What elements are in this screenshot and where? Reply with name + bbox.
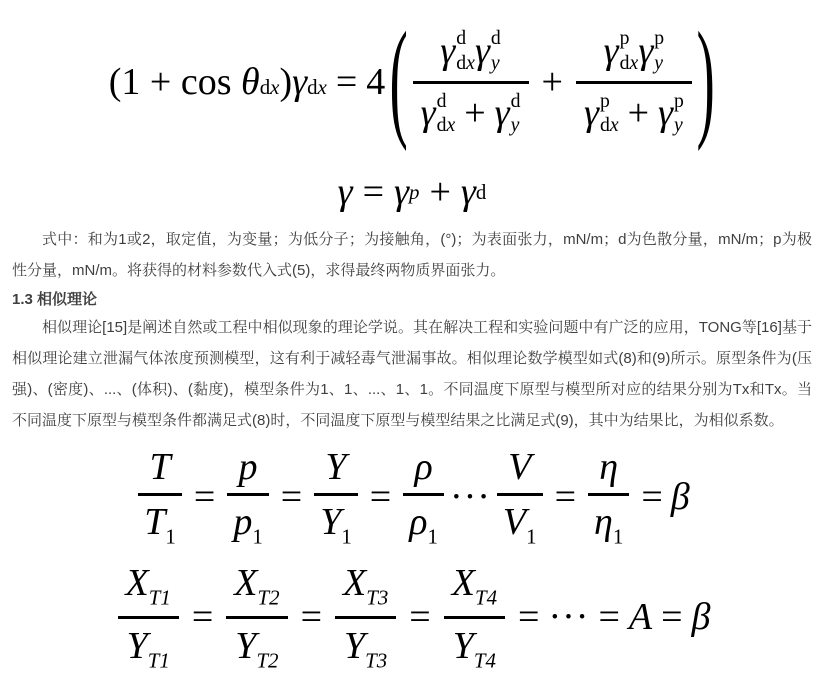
equals-sign: =: [191, 596, 214, 638]
paragraph-similarity-theory: 相似理论[15]是阐述自然或工程中相似现象的理论学说。其在解决工程和实验问题中有广泛的应用，TONG等[16]基于相似理论建立泄漏气体浓度预测模型，这有利于减轻毒气泄漏事故。相似理论数学模型如式(8)和(9)所示。原型条件为(压强)、(密度)、...、(体积)、(黏度)，模型条件为1、1、...、1、1。不同温度下原型与模型所对应的结果分别为Tx和Tx。当不同温度下原型与模型条件都满足式(8)时，不同温度下原型与模型结果之比满足式(9)，其中为结果比，为相似系数。: [12, 319, 812, 429]
equation-gamma-sum: [12, 162, 812, 222]
subscript-dx: dx: [619, 51, 639, 74]
fraction-T: $\frac{T}{T_1}$: [138, 445, 182, 549]
equals-sign: =: [300, 596, 322, 638]
denominator-subscript: 1: [526, 524, 537, 549]
fraction-dispersive: [413, 26, 529, 138]
subscript-T2: T2: [256, 647, 279, 672]
equation-1-lhs: [109, 60, 385, 104]
theta-symbol: θ: [241, 61, 260, 103]
superscript-d: d: [475, 179, 487, 204]
subscript-dx: dx: [599, 114, 619, 137]
gamma-subscript: dx: [307, 75, 327, 99]
ellipsis-dots: ···: [548, 596, 590, 638]
paragraph-formula-notes: 式中：和为1或2，取定值，为变量；为低分子；为接触角，(°)；为表面张力，mN/m；d为色散分量，mN/m；p为极性分量，mN/m。将获得的材料参数代入式(5)，求得最终两物质界面张力。: [12, 231, 812, 279]
gamma-symbol: γ: [440, 29, 456, 72]
fraction-eta: $\frac{\eta}{\eta_1}$: [588, 445, 629, 549]
fraction-polar-numerator: [596, 26, 673, 80]
denominator-subscript: 1: [165, 524, 176, 549]
gamma-term: [604, 26, 639, 75]
gamma-term: [584, 89, 619, 138]
denominator-subscript: 1: [427, 524, 438, 549]
equation-similarity-conditions: [12, 440, 812, 554]
equals-sign: =: [280, 476, 303, 518]
fraction-polar-denominator: [576, 84, 692, 138]
gamma-symbol: γ: [460, 171, 476, 213]
gamma-term: [495, 89, 521, 138]
equals-sign: =: [598, 596, 620, 638]
gamma-symbol: γ: [337, 171, 353, 213]
superscript-d: d: [510, 89, 521, 112]
fraction-V: $\frac{V}{V_1}$: [497, 445, 543, 549]
subscript-dx: dx: [456, 51, 475, 74]
gamma-term: [658, 89, 684, 138]
constant-A-symbol: A: [628, 596, 653, 638]
subscript-y: y: [490, 51, 500, 74]
equals-sign: =: [362, 171, 385, 213]
subscript-dx: dx: [436, 114, 456, 137]
plus-sign: +: [464, 92, 486, 135]
gamma-symbol: γ: [583, 92, 599, 135]
fraction-polar: [576, 26, 692, 138]
beta-symbol: β: [691, 596, 711, 638]
subscript-T4: T4: [473, 647, 496, 672]
fraction-XT3: $\frac{X_{T3}}{Y_{T3}}$: [335, 561, 396, 673]
fraction-Y: $\frac{Y}{Y_1}$: [314, 445, 358, 549]
fraction-XT2: $\frac{X_{T2}}{Y_{T2}}$: [226, 561, 287, 673]
ellipsis-dots: ···: [449, 476, 491, 518]
fraction-rho: $\frac{\rho}{\rho_1}$: [403, 445, 444, 549]
gamma-symbol: γ: [292, 61, 308, 103]
gamma-term: [475, 26, 501, 75]
subscript-T4: T4: [474, 585, 498, 610]
fraction-p: $\frac{p}{p_1}$: [227, 445, 268, 549]
fraction-dispersive-numerator: [432, 26, 509, 80]
superscript-p: p: [654, 27, 665, 50]
equals-sign: =: [554, 476, 577, 518]
theta-subscript: dx: [259, 75, 280, 99]
gamma-symbol: γ: [494, 92, 510, 135]
fraction-XT1: $\frac{X_{T1}}{Y_{T1}}$: [118, 561, 179, 673]
fraction-dispersive-denominator: [413, 84, 529, 138]
superscript-p: p: [409, 179, 420, 204]
equals-sign: =: [518, 596, 540, 638]
equals-sign: =: [369, 476, 392, 518]
subscript-y: y: [674, 114, 683, 137]
superscript-d: d: [456, 27, 467, 50]
plus-sign: +: [541, 61, 563, 103]
denominator-subscript: 1: [252, 524, 263, 549]
subscript-T1: T1: [148, 585, 171, 610]
gamma-symbol: γ: [638, 29, 654, 72]
equation-similarity-results: [12, 560, 812, 674]
subscript-y: y: [654, 51, 664, 74]
equals-sign: =: [661, 596, 683, 638]
denominator-subscript: 1: [341, 524, 352, 549]
gamma-term: [638, 26, 664, 75]
superscript-p: p: [599, 89, 610, 112]
gamma-symbol: γ: [658, 92, 674, 135]
plus-sign: +: [627, 92, 650, 135]
superscript-d: d: [490, 27, 501, 50]
subscript-T3: T3: [365, 647, 388, 672]
equation-contact-angle: [12, 0, 812, 158]
superscript-p: p: [674, 89, 684, 112]
equals-sign: =: [641, 476, 663, 518]
denominator-subscript: 1: [612, 524, 624, 549]
equals-sign: =: [193, 476, 216, 518]
superscript-p: p: [619, 27, 630, 50]
subscript-T3: T3: [366, 585, 389, 610]
gamma-symbol: γ: [474, 29, 490, 72]
gamma-symbol: γ: [603, 29, 619, 72]
big-left-paren: (: [389, 8, 409, 154]
gamma-term: [421, 89, 456, 138]
gamma-symbol: γ: [394, 171, 410, 213]
big-right-paren: ): [696, 8, 715, 154]
gamma-term: [440, 26, 475, 75]
equals-sign: =: [409, 596, 431, 638]
plus-sign: +: [429, 171, 451, 213]
subscript-y: y: [510, 114, 520, 137]
subscript-T2: T2: [257, 585, 280, 610]
fraction-XT4: $\frac{X_{T4}}{Y_{T4}}$: [444, 561, 505, 673]
close-paren: ): [279, 61, 293, 103]
section-heading-similarity-theory: 1.3 相似理论: [12, 291, 98, 308]
prefix-text: (1 + cos: [108, 61, 232, 103]
gamma-symbol: γ: [420, 92, 436, 135]
subscript-T1: T1: [147, 647, 170, 672]
beta-symbol: β: [670, 476, 690, 518]
superscript-d: d: [436, 89, 447, 112]
equals-sign: =: [335, 61, 358, 103]
coefficient: 4: [366, 61, 386, 103]
